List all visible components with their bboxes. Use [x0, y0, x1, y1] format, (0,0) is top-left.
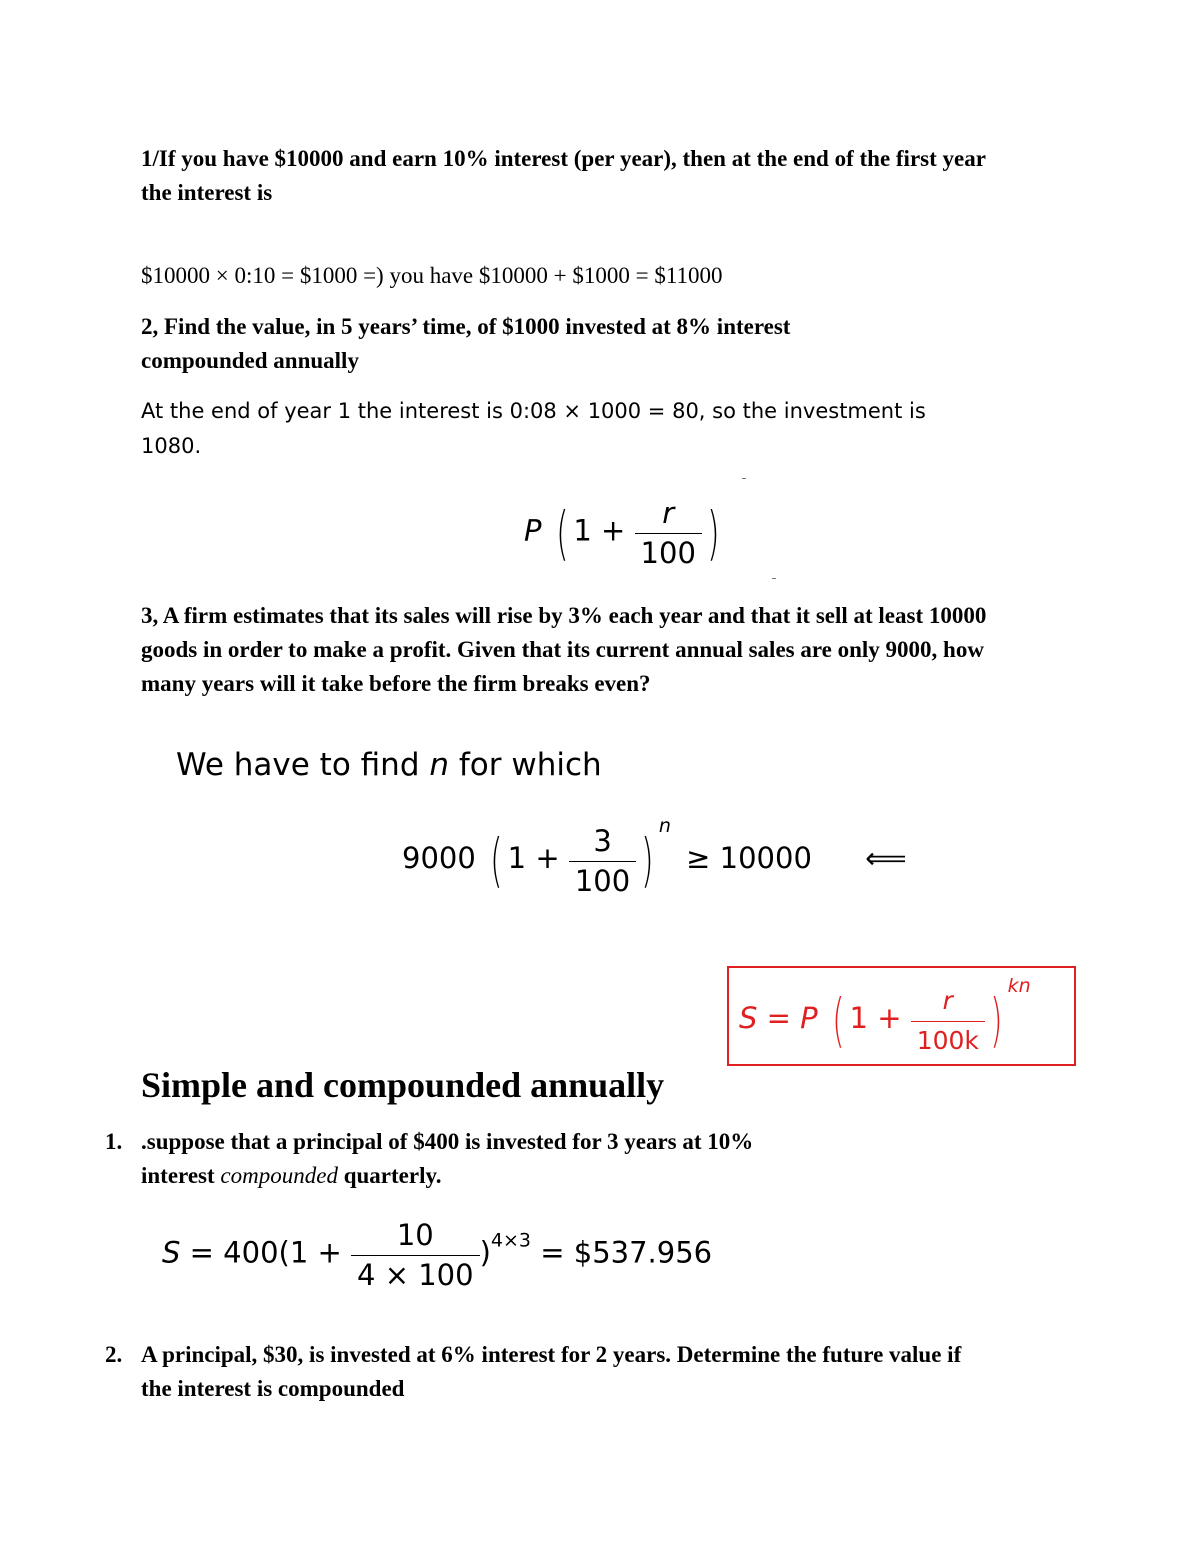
item1-line2-c: quarterly. — [337, 1163, 442, 1188]
ineq-rhs: ≥ 10000 — [686, 841, 812, 875]
q2-formula — [524, 496, 725, 569]
q2-answer-line1: At the end of year 1 the interest is 0:08 × 1000 = 80, so the investment is — [141, 399, 926, 423]
item2-marker: 2. — [105, 1342, 123, 1367]
q2-formula-fraction — [635, 496, 702, 569]
fraction-numerator: r — [662, 496, 675, 530]
compound-formula — [739, 975, 1031, 1057]
example-formula — [162, 1218, 712, 1291]
fraction-denominator: 100 — [635, 533, 702, 569]
left-paren: ( — [555, 498, 569, 567]
example-lhs: 400(1 + — [223, 1235, 342, 1270]
fraction-numerator: 3 — [593, 823, 612, 858]
q2-formula-one-plus: 1 + — [573, 513, 626, 548]
left-paren: ( — [831, 986, 845, 1055]
q3-question-line1: 3, A firm estimates that its sales will rise by 3% each year and that it sell at least 10000 — [141, 603, 987, 628]
implied-by-arrow-icon: ⟸ — [865, 841, 907, 875]
ineq-one-plus: 1 + — [507, 841, 560, 875]
example-close: ) — [479, 1235, 491, 1270]
fraction-numerator: r — [942, 985, 953, 1015]
q3-inequality — [402, 815, 907, 897]
example-fraction — [351, 1218, 480, 1291]
intro-variable: n — [429, 747, 450, 783]
item2-line2: the interest is compounded — [141, 1376, 405, 1401]
fraction-denominator: 4 × 100 — [351, 1255, 480, 1291]
right-paren: ) — [990, 986, 1003, 1055]
item1-line2 — [141, 1159, 441, 1193]
q3-intro — [176, 745, 602, 785]
example-eq: = — [189, 1235, 214, 1270]
formula-s: S — [739, 1001, 758, 1036]
fraction-numerator: 10 — [396, 1218, 434, 1252]
item2-line1: A principal, $30, is invested at 6% interest for 2 years. Determine the future value if — [141, 1342, 962, 1367]
item1-marker: 1. — [105, 1129, 123, 1154]
scan-mark — [742, 478, 746, 479]
q2-formula-p: P — [524, 513, 542, 548]
formula-one-plus: 1 + — [849, 1001, 902, 1036]
q2-question-line2: compounded annually — [141, 348, 359, 373]
right-paren: ) — [641, 826, 654, 894]
fraction-denominator: 100 — [569, 861, 636, 897]
item1-line2-italic: compounded — [220, 1163, 338, 1188]
item1-line2-a: interest — [141, 1163, 221, 1188]
ineq-exponent: n — [658, 815, 671, 837]
example-exponent: 4×3 — [490, 1229, 532, 1252]
compound-interest-formula-box — [727, 966, 1076, 1066]
formula-p: P — [800, 1001, 818, 1036]
scan-mark — [772, 578, 776, 579]
ineq-lhs: 9000 — [402, 841, 476, 875]
formula-eq: = — [766, 1001, 791, 1036]
right-paren: ) — [707, 498, 720, 567]
q2-question-line1: 2, Find the value, in 5 years’ time, of $1000 invested at 8% interest — [141, 314, 791, 339]
q3-question-line2: goods in order to make a profit. Given that its current annual sales are only 9000, how — [141, 637, 984, 662]
example-s: S — [162, 1235, 181, 1270]
fraction-denominator: 100k — [911, 1021, 985, 1057]
example-result: = $537.956 — [540, 1235, 713, 1270]
section-heading: Simple and compounded annually — [141, 1065, 665, 1105]
formula-fraction — [911, 984, 985, 1057]
ineq-fraction — [569, 824, 636, 897]
q3-question-line3: many years will it take before the firm breaks even? — [141, 671, 651, 696]
q1-question-line1: 1/If you have $10000 and earn 10% interest (per year), then at the end of the first year — [141, 146, 986, 171]
q1-question-line2: the interest is — [141, 180, 273, 205]
left-paren: ( — [490, 826, 503, 894]
intro-text: We have to find — [176, 747, 420, 783]
q1-answer: $10000 × 0:10 = $1000 =) you have $10000 + $1000 = $11000 — [141, 263, 723, 288]
formula-exponent: kn — [1007, 975, 1031, 998]
intro-end: for which — [458, 747, 602, 783]
item1-line1: .suppose that a principal of $400 is invested for 3 years at 10% — [141, 1129, 754, 1154]
q2-answer-line2: 1080. — [141, 434, 202, 458]
